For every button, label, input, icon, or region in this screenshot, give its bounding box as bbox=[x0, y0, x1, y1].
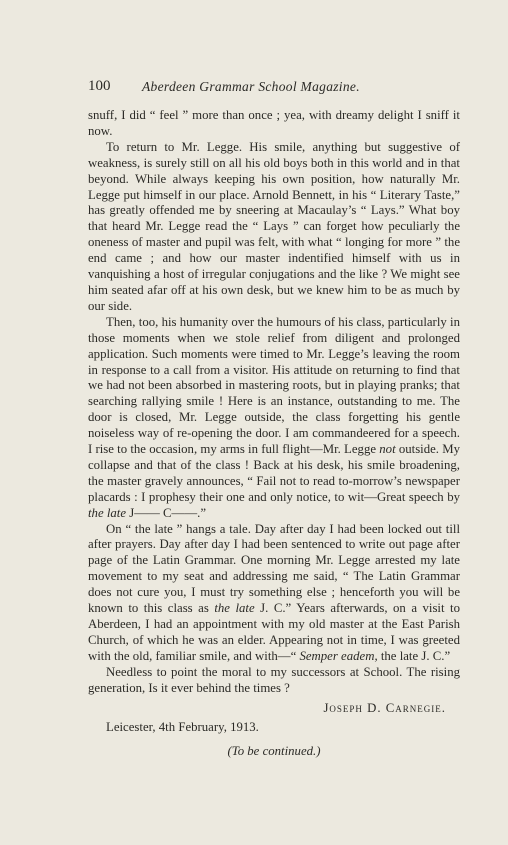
italic-text: not bbox=[379, 442, 396, 457]
text-run: the late J. C.” bbox=[377, 648, 451, 663]
page-number: 100 bbox=[88, 78, 111, 94]
paragraph bbox=[88, 522, 460, 665]
paragraph bbox=[88, 315, 460, 522]
paragraph bbox=[88, 108, 460, 140]
italic-text: the late bbox=[214, 601, 255, 616]
paragraph-list bbox=[88, 108, 460, 697]
dateline: Leicester, 4th February, 1913. bbox=[106, 720, 259, 735]
text-run: On “ the late ” hangs a tale. Day after day I had been locked out till after prayers. Day after day I had been sentenced to write out page after page of the Latin Grammar. One morning Mr. Legge arrested my late movement to my seat and addressing me said, “ The Latin Grammar does not cure you, I must try something else ; henceforth you will be known to this class as bbox=[88, 521, 460, 616]
paragraph bbox=[88, 665, 460, 697]
continued-note: (To be continued.) bbox=[227, 744, 321, 759]
text-run: J. C.” Years afterwards, on a visit to Aberdeen, I had an appointment with my old master at the East Parish Church, of which he was an elder. Appearing not in time, I was greeted with the old, familiar smile, and with—“ bbox=[88, 601, 460, 663]
text-run: snuff, I did “ feel ” more than once ; yea, with dreamy delight I sniff it now. bbox=[88, 108, 460, 138]
text-run: To return to Mr. Legge. His smile, anything but suggestive of weakness, is surely still on all his old boys both in this world and in that beyond. While always keeping his own position, how naturally Mr. Legge put himself in our place. Arnold Bennett, in his “ Literary Taste,” has greatly offended me by sneering at Macaulay’s “ Lays.” What boy that heard Mr. Legge read the “ Lays ” can forget how peculiarly the oneness of master and pupil was felt, with what “ longing for more ” the end came ; and how our master indentified himself with us in vanquishing a host of irregular conjugations and the like ? We might see him seated afar off at his own desk, but we knew him to be as much by our side. bbox=[88, 139, 460, 313]
text-run: Then, too, his humanity over the humours of his class, particularly in those moments when we stole relief from diligent and prolonged application. Such moments were timed to Mr. Legge’s leaving the room in response to a call from a visitor. His attitude on returning to find that we had not been absorbed in mastering roots, but in playing pranks; that searching rallying smile ! Here is an instance, outstanding to me. The door is closed, Mr. Legge outside, the class forgetting his gentle noiseless way of re-opening the door. I am commandeered for a speech. I rise to the occasion, my arms in full flight—Mr. Legge bbox=[88, 314, 460, 457]
text-run: J—— C——.” bbox=[126, 505, 207, 520]
italic-text: the late bbox=[88, 505, 127, 520]
text-run: outside. My collapse and that of the class ! Back at his desk, his smile broadening, the master gravely announces, “ Fail not to read to-morrow’s newspaper placards : I prophesy their one and only notice, to wit—Great speech by bbox=[88, 442, 460, 504]
italic-text: Semper eadem, bbox=[299, 648, 378, 663]
paragraph bbox=[88, 140, 460, 315]
author-signature: Joseph D. Carnegie. bbox=[323, 700, 446, 715]
text-run: Needless to point the moral to my successors at School. The rising generation, Is it ever behind the times ? bbox=[88, 664, 460, 695]
article-body bbox=[88, 108, 460, 760]
running-title: Aberdeen Grammar School Magazine. bbox=[142, 79, 360, 94]
